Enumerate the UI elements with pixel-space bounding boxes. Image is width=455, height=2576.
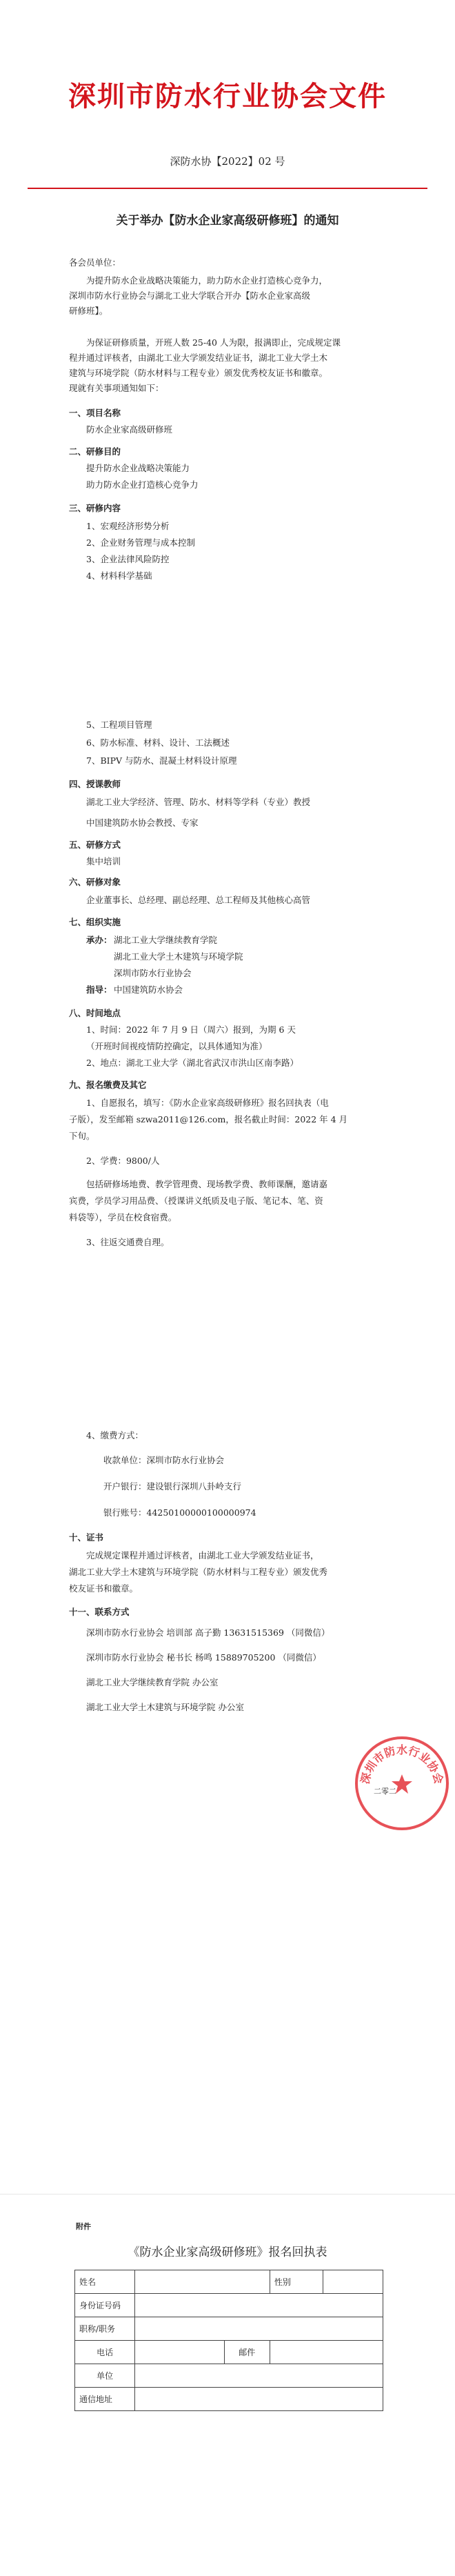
section-5-text: 集中培训 <box>86 856 121 866</box>
official-seal <box>350 1732 454 1835</box>
form-row <box>75 2294 383 2317</box>
intro-paragraph <box>69 273 327 319</box>
section-3-item: 3、企业法律风险防控 <box>86 554 170 564</box>
red-divider <box>28 188 427 189</box>
form-label: 身份证号码 <box>75 2294 135 2317</box>
phone-field[interactable] <box>135 2341 224 2364</box>
contact-line: 深圳市防水行业协会 秘书长 杨鸣 15889705200 （同微信） <box>86 1652 321 1663</box>
section-9-line: 1、自愿报名，填写：《防水企业家高级研修班》报名回执表（电 <box>86 1098 329 1108</box>
section-9-line: 子版），发至邮箱 szwa2011@126.com，报名截止时间：2022 年 4 月 <box>69 1114 348 1124</box>
payment-line: 银行账号：44250100000100000974 <box>103 1507 256 1518</box>
undertake-org: 湖北工业大学继续教育学院 <box>114 935 218 945</box>
address-field[interactable] <box>135 2388 383 2411</box>
intro2-paragraph <box>69 335 341 396</box>
form-title: 《防水企业家高级研修班》报名回执表 <box>128 2246 327 2259</box>
payment-line: 开户银行：建设银行深圳八卦岭支行 <box>103 1481 242 1492</box>
section-title-2: 二、研修目的 <box>69 446 121 457</box>
intro-line: 研修班】。 <box>69 306 108 316</box>
section-10-line: 完成规定课程并通过评核者，由湖北工业大学颁发结业证书， <box>86 1550 319 1561</box>
section-title-8: 八、时间地点 <box>69 1008 121 1018</box>
section-title-1: 一、项目名称 <box>69 408 121 418</box>
position-field[interactable] <box>135 2317 383 2341</box>
section-title-11: 十一、联系方式 <box>69 1607 130 1617</box>
intro2-line: 建筑与环境学院（防水材料与工程专业）颁发优秀校友证书和徽章。 <box>69 368 328 378</box>
payment-title: 4、缴费方式： <box>86 1430 143 1440</box>
section-title-9: 九、报名缴费及其它 <box>69 1080 147 1090</box>
undertake-org: 湖北工业大学土木建筑与环境学院 <box>114 951 243 962</box>
sign-date: 二零二 <box>374 1787 396 1796</box>
fee-detail-line: 宾费，学员学习用品费、（授课讲义纸质及电子版、笔记本、笔、资 <box>69 1196 323 1206</box>
attachment-label: 附件 <box>76 2222 91 2231</box>
section-3-item: 5、工程项目管理 <box>86 720 152 730</box>
section-3-item: 4、材料科学基础 <box>86 571 152 581</box>
section-8-line: （开班时间视疫情防控确定，以具体通知为准） <box>86 1041 267 1051</box>
section-3-item: 2、企业财务管理与成本控制 <box>86 537 195 548</box>
form-row <box>75 2341 383 2364</box>
undertake-org: 深圳市防水行业协会 <box>114 968 192 978</box>
section-title-3: 三、研修内容 <box>69 503 121 513</box>
doc-number: 深防水协【2022】02 号 <box>170 155 285 168</box>
section-4-line: 中国建筑防水协会教授、专家 <box>86 818 199 828</box>
guide-org: 中国建筑防水协会 <box>114 984 183 995</box>
section-2-item: 提升防水企业战略决策能力 <box>86 463 190 473</box>
registration-form-table <box>74 2270 383 2411</box>
section-8-line: 2、地点：湖北工业大学（湖北省武汉市洪山区南李路） <box>86 1058 299 1068</box>
section-title-7: 七、组织实施 <box>69 917 121 927</box>
fee-detail-line: 料袋等），学员在校食宿费。 <box>69 1212 177 1222</box>
form-row <box>75 2388 383 2411</box>
section-10-line: 校友证书和徽章。 <box>69 1583 139 1594</box>
undertake-label: 承办： <box>86 935 112 945</box>
intro-line: 深圳市防水行业协会与湖北工业大学联合开办【防水企业家高级 <box>69 290 311 301</box>
form-row <box>75 2270 383 2294</box>
payment-line: 收款单位：深圳市防水行业协会 <box>103 1455 225 1465</box>
org-title: 深圳市防水行业协会文件 <box>68 80 387 112</box>
travel-note: 3、往返交通费自理。 <box>86 1237 170 1247</box>
section-3-item: 6、防水标准、材料、设计、工法概述 <box>86 737 230 748</box>
section-6-text: 企业董事长、总经理、副总经理、总工程师及其他核心高管 <box>86 895 311 905</box>
seal-star-icon <box>392 1774 412 1794</box>
form-row <box>75 2317 383 2341</box>
section-10-line: 湖北工业大学土木建筑与环境学院（防水材料与工程专业）颁发优秀 <box>69 1567 328 1577</box>
section-2-item: 助力防水企业打造核心竞争力 <box>86 479 199 490</box>
form-label: 通信地址 <box>75 2388 135 2411</box>
intro2-line: 程并通过评核者，由湖北工业大学颁发结业证书，湖北工业大学土木 <box>69 353 328 363</box>
section-4-line: 湖北工业大学经济、管理、防水、材料等学科（专业）教授 <box>86 797 311 807</box>
company-field[interactable] <box>135 2364 383 2388</box>
tuition-fee: 2、学费：9800/人 <box>86 1156 160 1166</box>
seal-text: 深圳市防水行业协会 <box>358 1743 446 1785</box>
guide-label: 指导： <box>86 984 112 995</box>
form-label: 邮件 <box>224 2341 270 2364</box>
contact-line: 湖北工业大学继续教育学院 办公室 <box>86 1677 219 1687</box>
section-title-10: 十、证书 <box>69 1532 104 1543</box>
intro-line: 为提升防水企业战略决策能力，助力防水企业打造核心竞争力， <box>86 275 328 286</box>
contact-line: 湖北工业大学土木建筑与环境学院 办公室 <box>86 1702 244 1712</box>
form-label: 姓名 <box>75 2270 135 2294</box>
section-title-5: 五、研修方式 <box>69 840 121 850</box>
notice-title: 关于举办【防水企业家高级研修班】的通知 <box>116 214 339 228</box>
contact-line: 深圳市防水行业协会 培训部 高子勤 13631515369 （同微信） <box>86 1627 330 1638</box>
section-title-4: 四、授课教师 <box>69 779 121 789</box>
fee-detail-line: 包括研修场地费、教学管理费、现场教学费、教师课酬，邀请嘉 <box>86 1179 328 1189</box>
section-title-6: 六、研修对象 <box>69 877 121 887</box>
section-8-line: 1、时间：2022 年 7 月 9 日（周六）报到，为期 6 天 <box>86 1024 296 1035</box>
gender-field[interactable] <box>323 2270 383 2294</box>
greeting: 各会员单位： <box>69 257 121 268</box>
intro2-line: 为保证研修质量，开班人数 25-40 人为限，报满即止，完成规定课 <box>86 337 341 348</box>
email-field[interactable] <box>270 2341 383 2364</box>
form-row <box>75 2364 383 2388</box>
form-label: 职称/职务 <box>75 2317 135 2341</box>
section-3-item: 7、BIPV 与防水、混凝土材料设计原理 <box>86 755 237 766</box>
section-9-line: 下旬。 <box>69 1131 95 1141</box>
name-field[interactable] <box>135 2270 270 2294</box>
section-3-item: 1、宏观经济形势分析 <box>86 521 170 531</box>
form-label: 性别 <box>270 2270 323 2294</box>
intro2-line: 现就有关事项通知如下： <box>69 383 164 393</box>
id-number-field[interactable] <box>135 2294 383 2317</box>
section-1-text: 防水企业家高级研修班 <box>86 424 173 435</box>
form-label: 单位 <box>75 2364 135 2388</box>
form-label: 电话 <box>75 2341 135 2364</box>
